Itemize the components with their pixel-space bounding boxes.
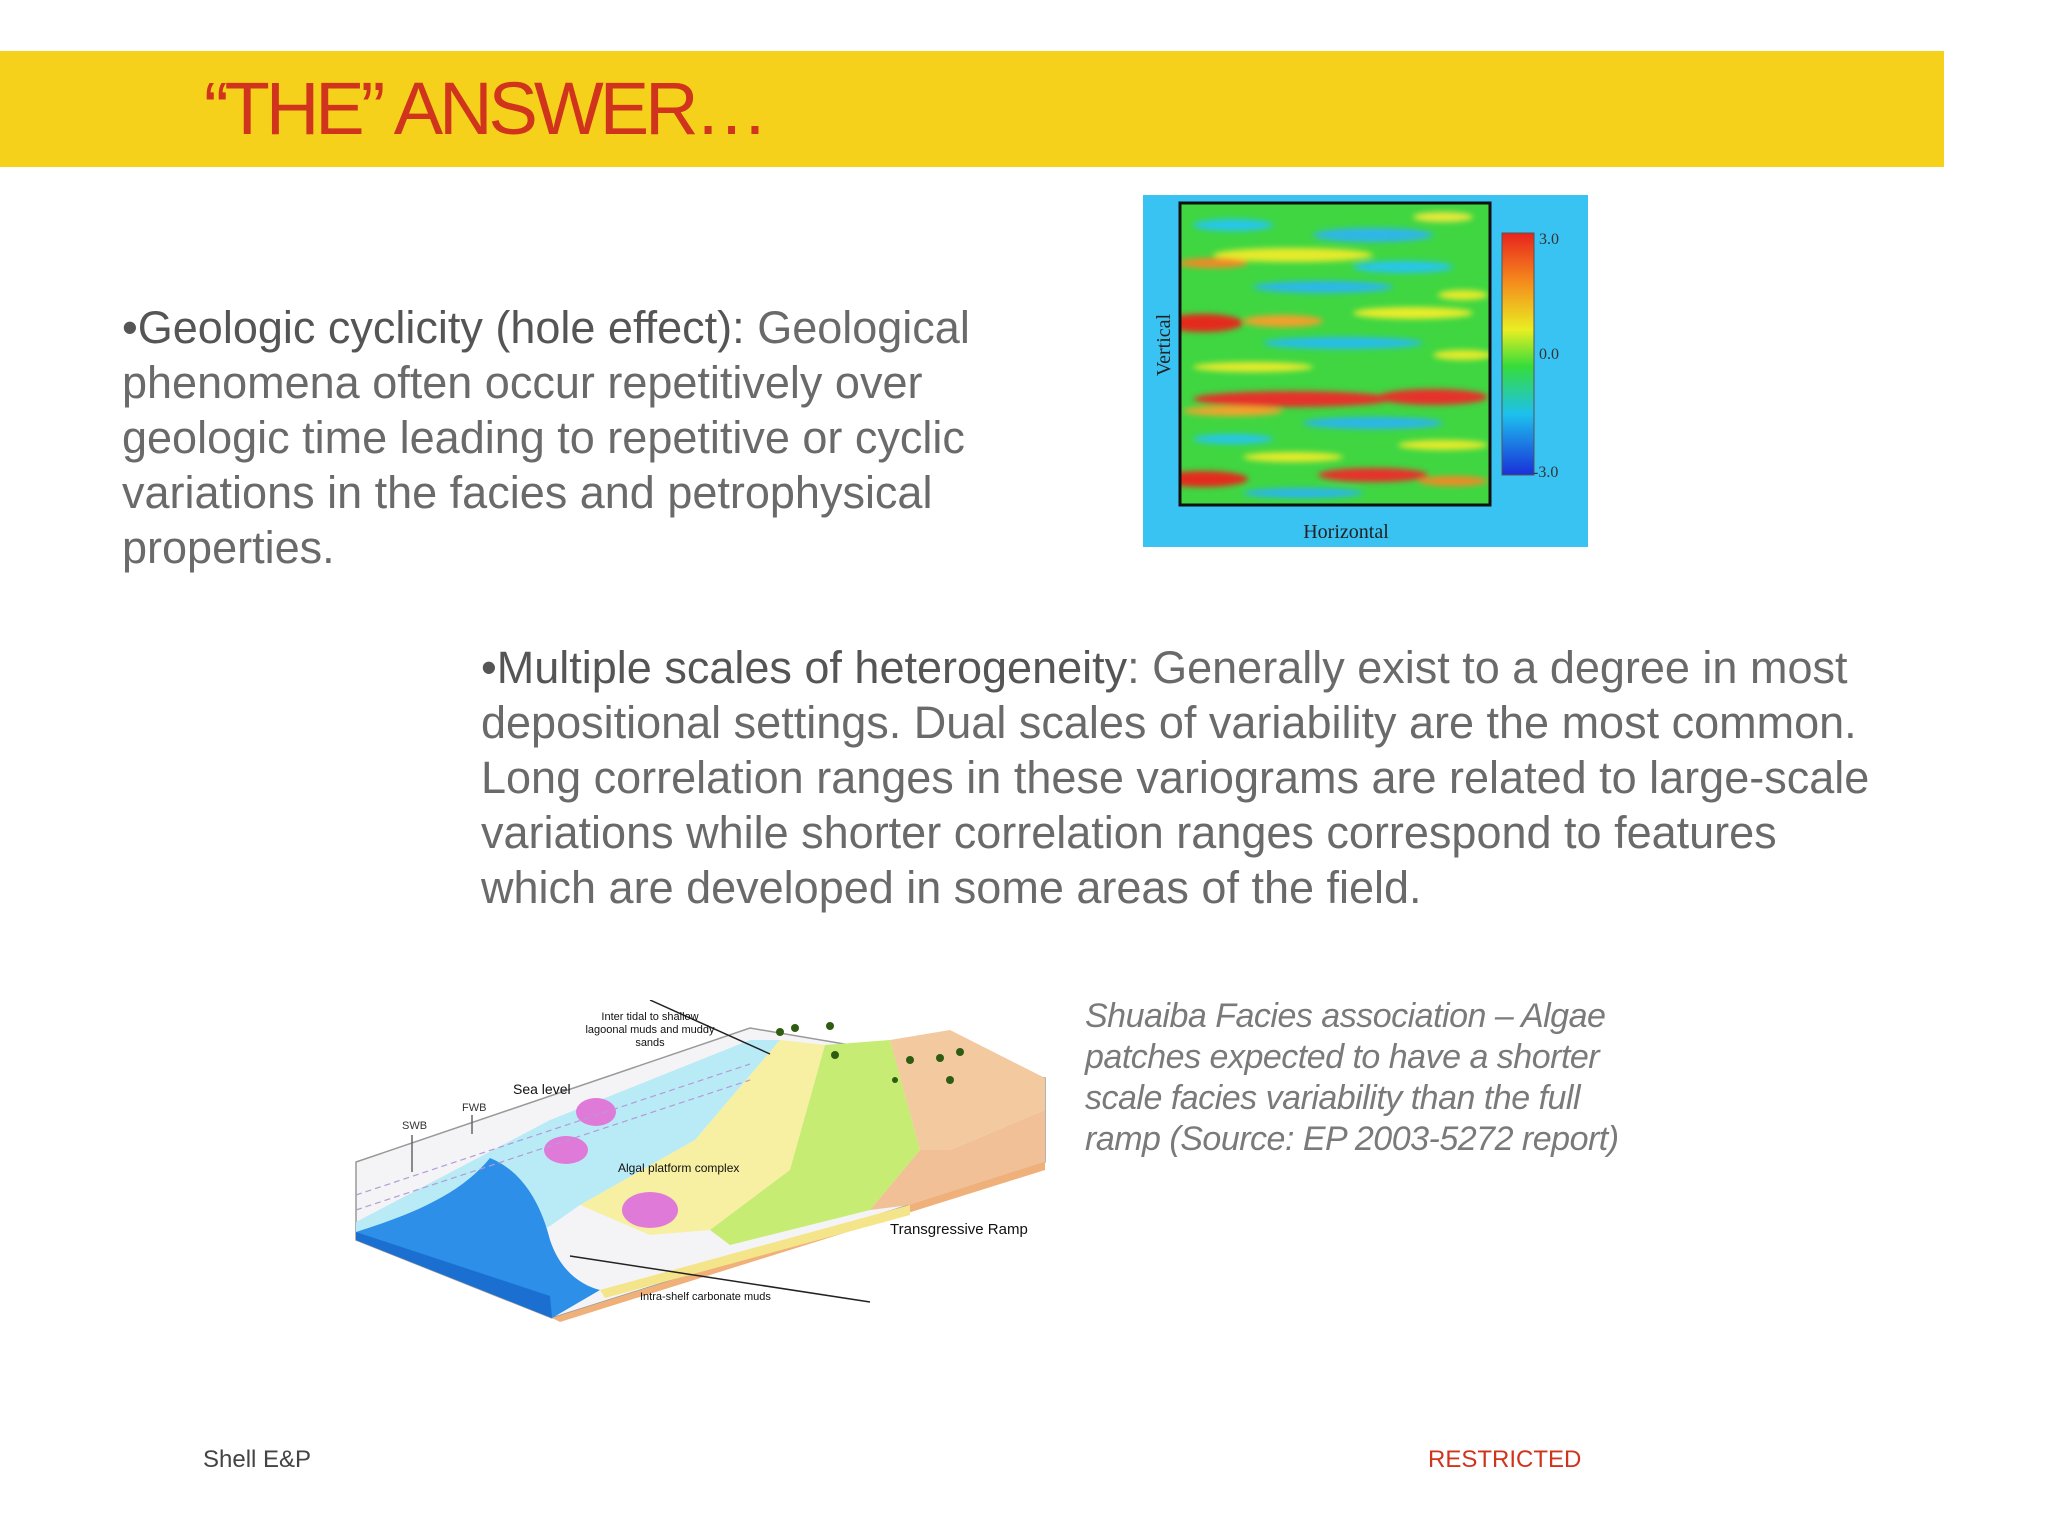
algae-patch (622, 1192, 678, 1228)
label-sea-level: Sea level (513, 1081, 571, 1097)
algae-patch (576, 1098, 616, 1126)
label-intertidal-3: sands (635, 1037, 665, 1049)
label-fwb: FWB (462, 1102, 487, 1114)
bullet-lead: Multiple scales of heterogeneity (496, 642, 1128, 693)
heatmap-ylabel: Vertical (1153, 313, 1175, 377)
bullet-dot: • (122, 302, 138, 353)
figure-caption: Shuaiba Facies association – Algae patches expected to have a shorter scale facies variability than the full ramp (Source: EP 2003-5272 report) (1085, 997, 1619, 1158)
colorbar (1502, 233, 1534, 475)
footer-classification: RESTRICTED (1428, 1446, 1582, 1473)
variogram-heatmap-figure (1143, 195, 1588, 547)
label-intrashelf: Intra-shelf carbonate muds (640, 1291, 771, 1303)
colorbar-tick-min: -3.0 (1533, 464, 1559, 481)
bullet-multiple-scales (481, 640, 1901, 915)
colorbar-tick-max: 3.0 (1539, 231, 1559, 248)
bullet-text: : Generally exist to a degree in most depositional settings. Dual scales of variability are the most common. Long correlation ranges in these variograms are related to large-scale variations while shorter correlation ranges correspond to features which are developed in some areas of the field. (481, 642, 1870, 913)
slide-title: “THE” ANSWER… (204, 67, 765, 150)
label-algal-platform: Algal platform complex (618, 1161, 740, 1175)
ramp-block-diagram (350, 1000, 1070, 1330)
label-swb: SWB (402, 1120, 428, 1132)
bullet-lead: Geologic cyclicity (hole effect): (137, 302, 745, 353)
heatmap-xlabel: Horizontal (1303, 521, 1389, 543)
colorbar-tick-mid: 0.0 (1539, 346, 1559, 363)
bullet-geologic-cyclicity (122, 300, 1082, 575)
label-intertidal-2: lagoonal muds and muddy (585, 1024, 715, 1036)
bullet-text: Geological phenomena often occur repetitively over geologic time leading to repetitive or cyclic variations in the facies and petrophysical properties. (122, 302, 970, 573)
footer-company: Shell E&P (203, 1446, 312, 1473)
bullet-dot: • (481, 642, 497, 693)
label-intertidal-1: Inter tidal to shallow (601, 1011, 699, 1023)
label-transgressive-ramp: Transgressive Ramp (890, 1221, 1028, 1238)
